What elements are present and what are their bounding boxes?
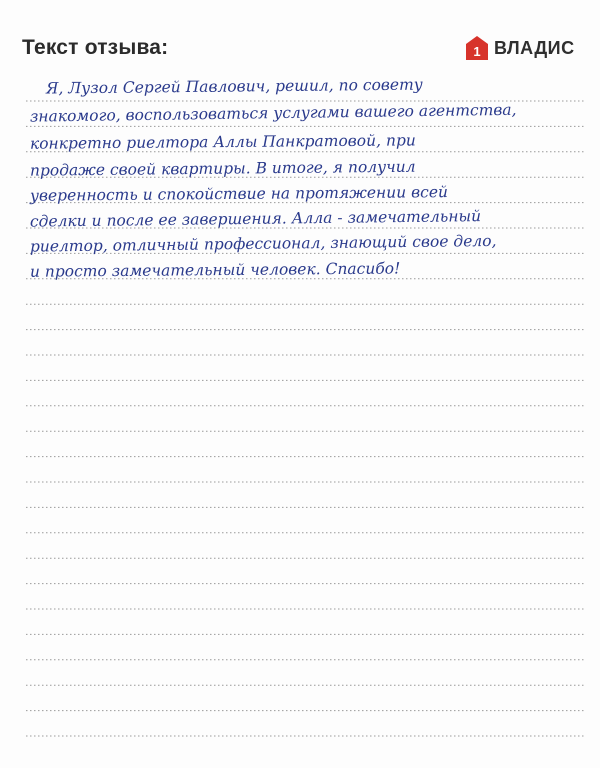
review-line: продаже своей квартиры. В итоге, я получил — [29, 157, 416, 180]
review-line: знакомого, воспользоваться услугами вашего агентства, — [29, 100, 517, 126]
review-line: конкретно риелтора Аллы Панкратовой, при — [29, 131, 416, 153]
review-line: уверенность и спокойствие на протяжении всей — [29, 183, 449, 205]
review-line: риелтор, отличный профессионал, знающий свое дело, — [29, 231, 497, 256]
review-line: Я, Лузол Сергей Павлович, решил, по совету — [45, 75, 423, 98]
logo-text: ВЛАДИС — [494, 37, 575, 58]
review-line: и просто замечательный человек. Спасибо! — [29, 259, 401, 281]
page-title: Текст отзыва: — [22, 36, 169, 59]
svg-text:1: 1 — [473, 44, 481, 59]
review-line: сделки и после ее завершения. Алла - замечательный — [29, 207, 482, 231]
